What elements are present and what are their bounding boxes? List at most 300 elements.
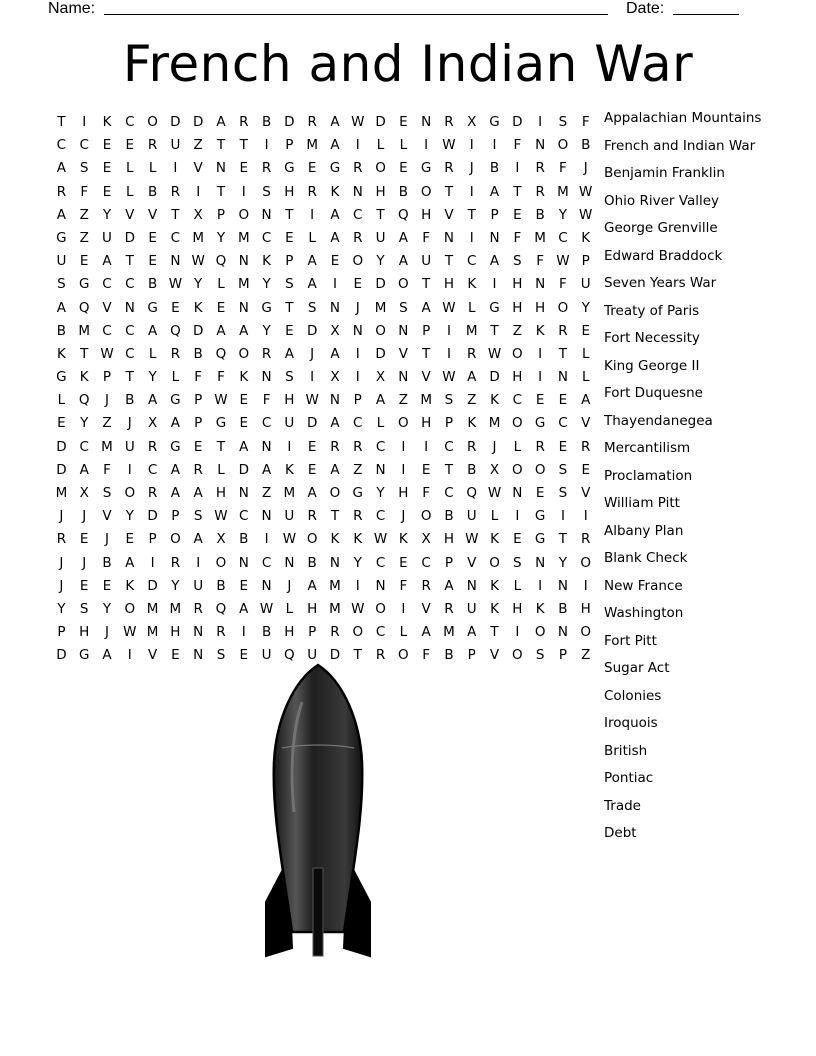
grid-cell: I bbox=[492, 137, 497, 154]
grid-cell: I bbox=[515, 160, 520, 177]
grid-cell: D bbox=[375, 345, 386, 362]
grid-cell: L bbox=[581, 345, 590, 362]
grid-cell: A bbox=[489, 253, 500, 270]
grid-cell: I bbox=[515, 508, 520, 525]
grid-cell: N bbox=[261, 206, 272, 223]
word-list bbox=[604, 108, 761, 851]
grid-cell: E bbox=[239, 577, 249, 594]
grid-cell: A bbox=[398, 229, 408, 246]
grid-cell: D bbox=[489, 369, 500, 386]
grid-cell: V bbox=[147, 647, 158, 664]
grid-cell: I bbox=[424, 137, 429, 154]
grid-cell: N bbox=[557, 577, 568, 594]
grid-cell: T bbox=[376, 206, 385, 223]
grid-cell: M bbox=[329, 600, 341, 617]
grid-cell: N bbox=[375, 577, 386, 594]
grid-cell: T bbox=[558, 531, 568, 548]
grid-cell: O bbox=[420, 183, 432, 200]
grid-cell: O bbox=[306, 531, 318, 548]
grid-cell: X bbox=[467, 114, 477, 130]
grid-cell: I bbox=[241, 624, 246, 641]
grid-cell: S bbox=[216, 647, 226, 664]
grid-row bbox=[50, 598, 597, 621]
grid-cell: V bbox=[398, 345, 408, 362]
grid-cell: A bbox=[147, 392, 158, 409]
grid-cell: O bbox=[512, 461, 523, 478]
grid-cell: E bbox=[307, 160, 317, 177]
grid-cell: N bbox=[261, 577, 272, 594]
grid-cell: O bbox=[534, 461, 546, 478]
grid-cell: S bbox=[535, 647, 545, 664]
grid-cell: S bbox=[307, 299, 317, 316]
word-list-item: Proclamation bbox=[604, 467, 693, 484]
grid-cell: I bbox=[538, 345, 543, 362]
grid-cell: C bbox=[147, 461, 158, 478]
grid-cell: C bbox=[261, 554, 272, 571]
word-list-item: Iroquois bbox=[604, 715, 658, 731]
grid-row bbox=[50, 575, 597, 598]
grid-cell: P bbox=[444, 415, 454, 432]
grid-row bbox=[50, 459, 597, 482]
grid-cell: E bbox=[239, 392, 249, 409]
grid-cell: R bbox=[581, 438, 591, 455]
grid-cell: M bbox=[192, 229, 204, 246]
grid-cell: R bbox=[216, 624, 226, 641]
grid-cell: V bbox=[581, 415, 591, 432]
grid-cell: R bbox=[307, 183, 317, 200]
grid-cell: A bbox=[489, 183, 500, 200]
word-list-item: Appalachian Mountains bbox=[604, 110, 762, 126]
grid-cell: F bbox=[559, 276, 567, 293]
grid-cell: U bbox=[284, 415, 295, 432]
grid-cell: J bbox=[310, 345, 315, 362]
grid-cell: E bbox=[216, 299, 226, 316]
grid-cell: A bbox=[56, 299, 67, 316]
grid-cell: M bbox=[237, 229, 250, 246]
grid-cell: T bbox=[125, 369, 134, 386]
grid-cell: A bbox=[330, 415, 340, 432]
grid-cell: K bbox=[79, 369, 89, 386]
grid-cell: N bbox=[466, 577, 477, 594]
grid-cell: E bbox=[57, 415, 66, 432]
grid-cell: M bbox=[374, 299, 387, 316]
grid-cell: W bbox=[487, 345, 502, 362]
grid-cell: Z bbox=[193, 137, 203, 154]
grid-row bbox=[50, 157, 597, 180]
grid-cell: E bbox=[148, 229, 157, 246]
grid-cell: M bbox=[557, 183, 569, 200]
grid-cell: P bbox=[285, 137, 294, 154]
grid-cell: H bbox=[215, 485, 227, 501]
grid-cell: E bbox=[513, 531, 522, 548]
grid-cell: I bbox=[355, 369, 360, 386]
grid-cell: H bbox=[512, 600, 523, 617]
grid-cell: A bbox=[444, 577, 454, 594]
grid-cell: J bbox=[105, 531, 109, 548]
grid-cell: H bbox=[170, 624, 181, 641]
grid-cell: A bbox=[307, 485, 317, 501]
grid-cell: A bbox=[398, 253, 408, 270]
grid-cell: E bbox=[79, 577, 89, 594]
grid-cell: B bbox=[147, 276, 158, 293]
grid-cell: Z bbox=[261, 485, 272, 501]
grid-cell: T bbox=[216, 183, 226, 200]
grid-row bbox=[50, 552, 597, 575]
word-list-item: William Pitt bbox=[604, 495, 680, 511]
grid-cell: M bbox=[465, 322, 478, 339]
grid-cell: O bbox=[329, 485, 341, 501]
grid-cell: R bbox=[261, 160, 272, 177]
grid-cell: N bbox=[352, 322, 363, 339]
grid-cell: U bbox=[307, 647, 318, 664]
grid-cell: R bbox=[535, 160, 545, 177]
grid-cell: B bbox=[56, 322, 67, 339]
grid-cell: R bbox=[353, 229, 363, 246]
grid-cell: T bbox=[216, 137, 226, 154]
grid-cell: S bbox=[558, 461, 568, 478]
grid-cell: C bbox=[375, 554, 386, 571]
grid-cell: B bbox=[147, 183, 158, 200]
grid-cell: T bbox=[490, 322, 499, 339]
grid-cell: B bbox=[193, 345, 203, 362]
grid-cell: A bbox=[239, 438, 249, 455]
grid-cell: N bbox=[238, 485, 249, 501]
grid-cell: Y bbox=[80, 415, 89, 432]
grid-cell: H bbox=[284, 183, 295, 200]
grid-cell: C bbox=[125, 276, 135, 293]
grid-cell: O bbox=[215, 554, 227, 571]
grid-cell: Z bbox=[79, 229, 89, 246]
grid-cell: F bbox=[399, 577, 408, 594]
grid-cell: O bbox=[124, 600, 136, 617]
grid-cell: D bbox=[512, 114, 523, 130]
grid-cell: R bbox=[535, 183, 545, 200]
grid-cell: H bbox=[512, 299, 523, 316]
grid-cell: P bbox=[444, 554, 454, 571]
grid-cell: S bbox=[262, 183, 271, 200]
grid-cell: Y bbox=[125, 508, 134, 525]
grid-cell: N bbox=[193, 624, 204, 641]
grid-cell: N bbox=[170, 253, 181, 270]
grid-cell: G bbox=[147, 299, 158, 316]
grid-cell: P bbox=[194, 392, 203, 409]
grid-cell: F bbox=[103, 461, 111, 478]
grid-cell: R bbox=[147, 485, 158, 501]
grid-row bbox=[50, 343, 597, 366]
grid-cell: R bbox=[330, 624, 340, 641]
grid-cell: E bbox=[535, 392, 545, 409]
grid-cell: U bbox=[56, 253, 67, 270]
grid-cell: N bbox=[535, 276, 546, 293]
grid-cell: B bbox=[535, 206, 545, 223]
grid-cell: L bbox=[126, 183, 134, 200]
grid-cell: U bbox=[284, 508, 295, 525]
grid-cell: H bbox=[580, 600, 591, 617]
grid-cell: C bbox=[353, 206, 363, 223]
grid-cell: G bbox=[56, 229, 67, 246]
date-field[interactable] bbox=[673, 14, 739, 15]
grid-cell: M bbox=[283, 485, 296, 501]
grid-cell: P bbox=[308, 624, 317, 641]
grid-cell: L bbox=[376, 415, 385, 432]
grid-cell: U bbox=[261, 647, 272, 664]
grid-cell: W bbox=[282, 531, 297, 548]
grid-cell: L bbox=[217, 461, 225, 478]
grid-cell: M bbox=[488, 415, 501, 432]
grid-row bbox=[50, 181, 597, 204]
grid-cell: A bbox=[239, 600, 249, 617]
grid-row bbox=[50, 412, 597, 435]
grid-cell: K bbox=[262, 253, 271, 270]
grid-cell: B bbox=[581, 137, 591, 154]
grid-cell: R bbox=[353, 508, 363, 525]
grid-cell: I bbox=[127, 461, 132, 478]
grid-cell: Q bbox=[215, 345, 227, 362]
grid-cell: C bbox=[102, 322, 112, 339]
grid-cell: E bbox=[102, 137, 112, 154]
grid-cell: W bbox=[351, 114, 365, 130]
name-field[interactable] bbox=[104, 14, 608, 15]
grid-cell: K bbox=[56, 345, 66, 362]
grid-cell: N bbox=[443, 229, 454, 246]
grid-cell: N bbox=[557, 369, 568, 386]
grid-cell: S bbox=[399, 299, 408, 316]
grid-cell: T bbox=[513, 183, 522, 200]
grid-cell: W bbox=[487, 485, 502, 501]
grid-cell: W bbox=[100, 345, 114, 362]
grid-cell: S bbox=[79, 600, 89, 617]
grid-cell: U bbox=[193, 577, 204, 594]
grid-row bbox=[50, 621, 597, 644]
grid-cell: J bbox=[583, 160, 588, 177]
grid-cell: R bbox=[421, 577, 431, 594]
grid-cell: A bbox=[330, 114, 340, 130]
grid-cell: V bbox=[444, 206, 454, 223]
grid-cell: G bbox=[215, 415, 227, 432]
grid-cell: Y bbox=[216, 229, 226, 246]
grid-cell: H bbox=[307, 600, 318, 617]
grid-cell: N bbox=[261, 369, 272, 386]
grid-cell: N bbox=[284, 554, 295, 571]
grid-cell: G bbox=[78, 276, 90, 293]
grid-cell: I bbox=[538, 114, 543, 130]
grid-cell: M bbox=[146, 600, 159, 617]
grid-cell: N bbox=[329, 554, 341, 571]
grid-cell: I bbox=[469, 137, 474, 154]
grid-cell: N bbox=[557, 624, 568, 641]
grid-cell: E bbox=[399, 554, 408, 571]
grid-cell: J bbox=[59, 577, 64, 594]
grid-cell: O bbox=[124, 485, 136, 501]
grid-cell: N bbox=[535, 137, 546, 154]
grid-cell: E bbox=[171, 299, 180, 316]
grid-cell: D bbox=[238, 461, 249, 478]
grid-cell: Y bbox=[57, 600, 66, 617]
grid-cell: B bbox=[216, 577, 226, 594]
grid-cell: J bbox=[105, 392, 109, 409]
grid-cell: P bbox=[353, 392, 362, 409]
grid-cell: W bbox=[442, 369, 456, 386]
word-list-item: Debt bbox=[604, 825, 637, 841]
grid-cell: K bbox=[398, 531, 408, 548]
grid-cell: R bbox=[444, 114, 454, 130]
grid-cell: C bbox=[261, 229, 272, 246]
grid-cell: H bbox=[443, 276, 455, 293]
grid-cell: R bbox=[581, 531, 591, 548]
grid-cell: B bbox=[307, 554, 317, 571]
word-list-item: Edward Braddock bbox=[604, 247, 723, 264]
grid-cell: G bbox=[170, 392, 181, 409]
grid-cell: E bbox=[513, 206, 522, 223]
grid-cell: M bbox=[237, 276, 250, 293]
grid-cell: T bbox=[285, 206, 294, 223]
grid-cell: O bbox=[352, 253, 364, 270]
grid-cell: R bbox=[353, 160, 363, 177]
grid-cell: Y bbox=[262, 276, 271, 293]
grid-cell: T bbox=[422, 276, 431, 293]
grid-cell: Q bbox=[284, 647, 295, 664]
grid-cell: T bbox=[330, 508, 340, 525]
grid-cell: R bbox=[56, 531, 67, 548]
word-list-item: Washington bbox=[604, 605, 684, 621]
word-list-item: Albany Plan bbox=[604, 522, 684, 539]
grid-cell: U bbox=[580, 276, 591, 293]
grid-cell: N bbox=[238, 299, 249, 316]
grid-cell: R bbox=[375, 647, 386, 664]
grid-cell: D bbox=[56, 438, 67, 455]
grid-cell: E bbox=[285, 229, 294, 246]
grid-cell: A bbox=[375, 392, 386, 409]
grid-cell: I bbox=[196, 554, 201, 571]
grid-row bbox=[50, 204, 597, 227]
grid-cell: B bbox=[558, 600, 568, 617]
grid-cell: I bbox=[355, 577, 360, 594]
grid-cell: R bbox=[467, 345, 477, 362]
grid-row bbox=[50, 250, 597, 273]
grid-row bbox=[50, 389, 597, 412]
grid-cell: X bbox=[489, 461, 500, 478]
grid-cell: N bbox=[375, 461, 386, 478]
grid-cell: I bbox=[355, 137, 360, 154]
grid-cell: Q bbox=[466, 485, 478, 501]
grid-cell: Y bbox=[102, 600, 112, 617]
grid-cell: I bbox=[492, 276, 497, 293]
grid-cell: O bbox=[170, 531, 181, 548]
grid-cell: Z bbox=[102, 415, 112, 432]
grid-cell: V bbox=[581, 485, 591, 501]
grid-cell: E bbox=[330, 253, 340, 270]
grid-cell: S bbox=[513, 253, 522, 270]
grid-cell: O bbox=[398, 276, 409, 293]
grid-cell: L bbox=[467, 299, 476, 316]
grid-cell: Y bbox=[581, 299, 590, 316]
grid-cell: P bbox=[558, 647, 567, 664]
grid-cell: C bbox=[125, 114, 135, 130]
grid-cell: I bbox=[332, 276, 337, 293]
grid-cell: R bbox=[467, 438, 477, 455]
grid-cell: R bbox=[307, 114, 317, 130]
grid-cell: H bbox=[375, 183, 386, 200]
grid-cell: P bbox=[581, 253, 590, 270]
grid-cell: F bbox=[80, 183, 89, 200]
grid-cell: A bbox=[421, 299, 431, 316]
grid-cell: I bbox=[515, 624, 520, 641]
grid-cell: F bbox=[194, 369, 203, 386]
grid-cell: O bbox=[580, 554, 592, 571]
grid-cell: T bbox=[558, 345, 568, 362]
grid-cell: T bbox=[490, 624, 499, 641]
grid-cell: H bbox=[398, 485, 409, 501]
grid-cell: E bbox=[307, 461, 317, 478]
grid-cell: Q bbox=[398, 206, 409, 223]
grid-row bbox=[50, 505, 597, 528]
grid-cell: H bbox=[535, 299, 546, 316]
word-list-item: Colonies bbox=[604, 687, 662, 704]
grid-cell: R bbox=[444, 600, 454, 617]
grid-cell: G bbox=[352, 485, 363, 501]
grid-cell: R bbox=[261, 345, 272, 362]
grid-cell: N bbox=[238, 253, 249, 270]
grid-cell: W bbox=[123, 624, 137, 641]
grid-cell: N bbox=[352, 183, 363, 200]
grid-cell: F bbox=[536, 253, 545, 270]
grid-cell: N bbox=[421, 114, 432, 130]
grid-cell: L bbox=[490, 508, 499, 525]
grid-cell: D bbox=[375, 276, 386, 293]
grid-cell: I bbox=[583, 577, 588, 594]
grid-cell: X bbox=[193, 206, 203, 223]
grid-cell: Y bbox=[171, 577, 180, 594]
grid-cell: V bbox=[489, 647, 500, 664]
grid-cell: G bbox=[534, 508, 546, 525]
grid-cell: A bbox=[330, 345, 340, 362]
name-label: Name: bbox=[48, 0, 96, 17]
grid-cell: T bbox=[444, 461, 454, 478]
grid-cell: B bbox=[102, 554, 112, 571]
grid-cell: C bbox=[512, 392, 523, 409]
grid-cell: I bbox=[538, 577, 543, 594]
grid-cell: O bbox=[375, 322, 386, 339]
grid-cell: L bbox=[308, 229, 316, 246]
grid-cell: V bbox=[125, 206, 135, 223]
grid-cell: G bbox=[489, 299, 500, 316]
grid-cell: L bbox=[399, 137, 408, 154]
grid-cell: P bbox=[102, 369, 112, 386]
grid-cell: W bbox=[579, 183, 593, 200]
grid-cell: K bbox=[490, 392, 499, 409]
grid-cell: I bbox=[127, 647, 132, 664]
grid-cell: V bbox=[102, 299, 112, 316]
grid-cell: D bbox=[170, 114, 181, 130]
grid-cell: M bbox=[78, 322, 91, 339]
grid-cell: V bbox=[147, 206, 158, 223]
grid-cell: O bbox=[420, 508, 432, 525]
grid-cell: V bbox=[102, 508, 112, 525]
grid-cell: J bbox=[82, 554, 87, 571]
grid-cell: A bbox=[421, 624, 431, 641]
grid-cell: Y bbox=[262, 322, 271, 339]
grid-cell: U bbox=[421, 253, 432, 270]
grid-cell: V bbox=[193, 160, 203, 177]
grid-cell: A bbox=[170, 415, 180, 432]
grid-cell: G bbox=[284, 160, 295, 177]
grid-cell: E bbox=[353, 276, 363, 293]
grid-cell: X bbox=[330, 369, 340, 386]
grid-cell: I bbox=[538, 369, 543, 386]
grid-cell: O bbox=[512, 345, 523, 362]
grid-cell: K bbox=[239, 369, 249, 386]
grid-cell: R bbox=[444, 160, 454, 177]
